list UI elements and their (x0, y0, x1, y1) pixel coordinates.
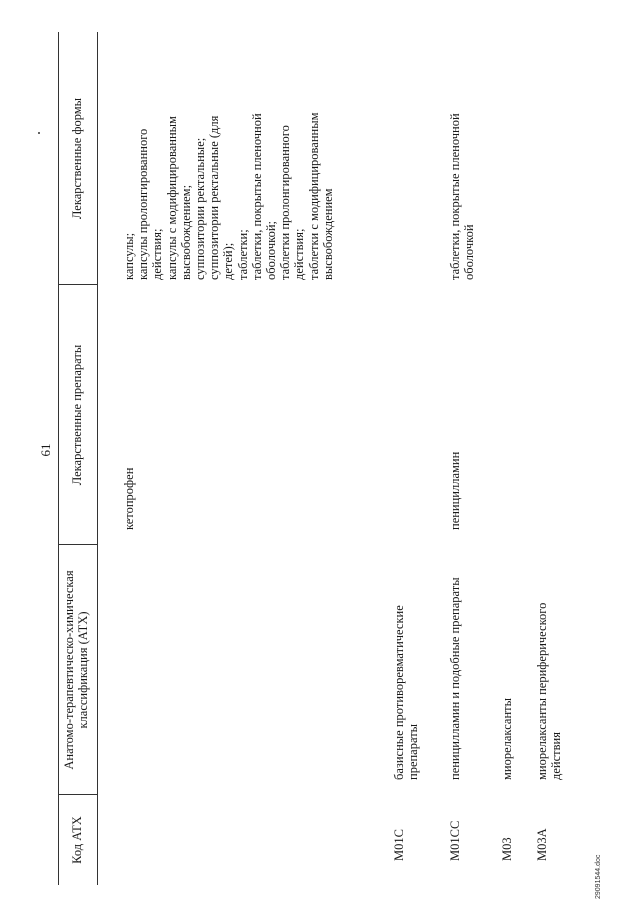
table-row-2-drug: пеницилламин (448, 451, 462, 530)
table-row-3-code: M03 (500, 837, 514, 861)
table-row-4-code: M03A (535, 828, 549, 861)
table-row-0-forms: капсулы; капсулы пролонгированного действия; капсулы с модифицированным высвобождением; суппозитории ректальные; суппозитории ректальные (для детей); таблетки; таблетки, покрытые пленочной оболочкой; таблетки пролонгированного действия; таблетки с модифицированным высвобождением (122, 112, 335, 280)
stray-mark (38, 132, 40, 134)
header-drugs: Лекарственные препараты (70, 344, 84, 486)
footer-filename: 29091544.doc (595, 854, 602, 899)
table-row-1-code: M01C (392, 829, 406, 861)
header-forms: Лекарственные формы (70, 97, 84, 220)
table-row-0-drug: кетопрофен (122, 467, 136, 530)
header-code: Код АТХ (70, 816, 84, 864)
header-classification: Анатомо-терапевтическо-химическая классификация (АТХ) (62, 570, 91, 770)
table-row-1-classification: базисные противоревматические препараты (392, 605, 421, 780)
page-number: 61 (38, 443, 53, 457)
header-bottom-border (97, 32, 98, 885)
table-row-2-code: M01CC (448, 820, 462, 861)
table-top-border (58, 32, 59, 885)
table-row-3-classification: миорелаксанты (500, 698, 514, 780)
table-row-2-classification: пеницилламин и подобные препараты (448, 577, 462, 780)
table-row-4-classification: миорелаксанты периферического действия (535, 602, 564, 780)
table-row-2-forms: таблетки, покрытые пленочной оболочкой (448, 113, 477, 280)
